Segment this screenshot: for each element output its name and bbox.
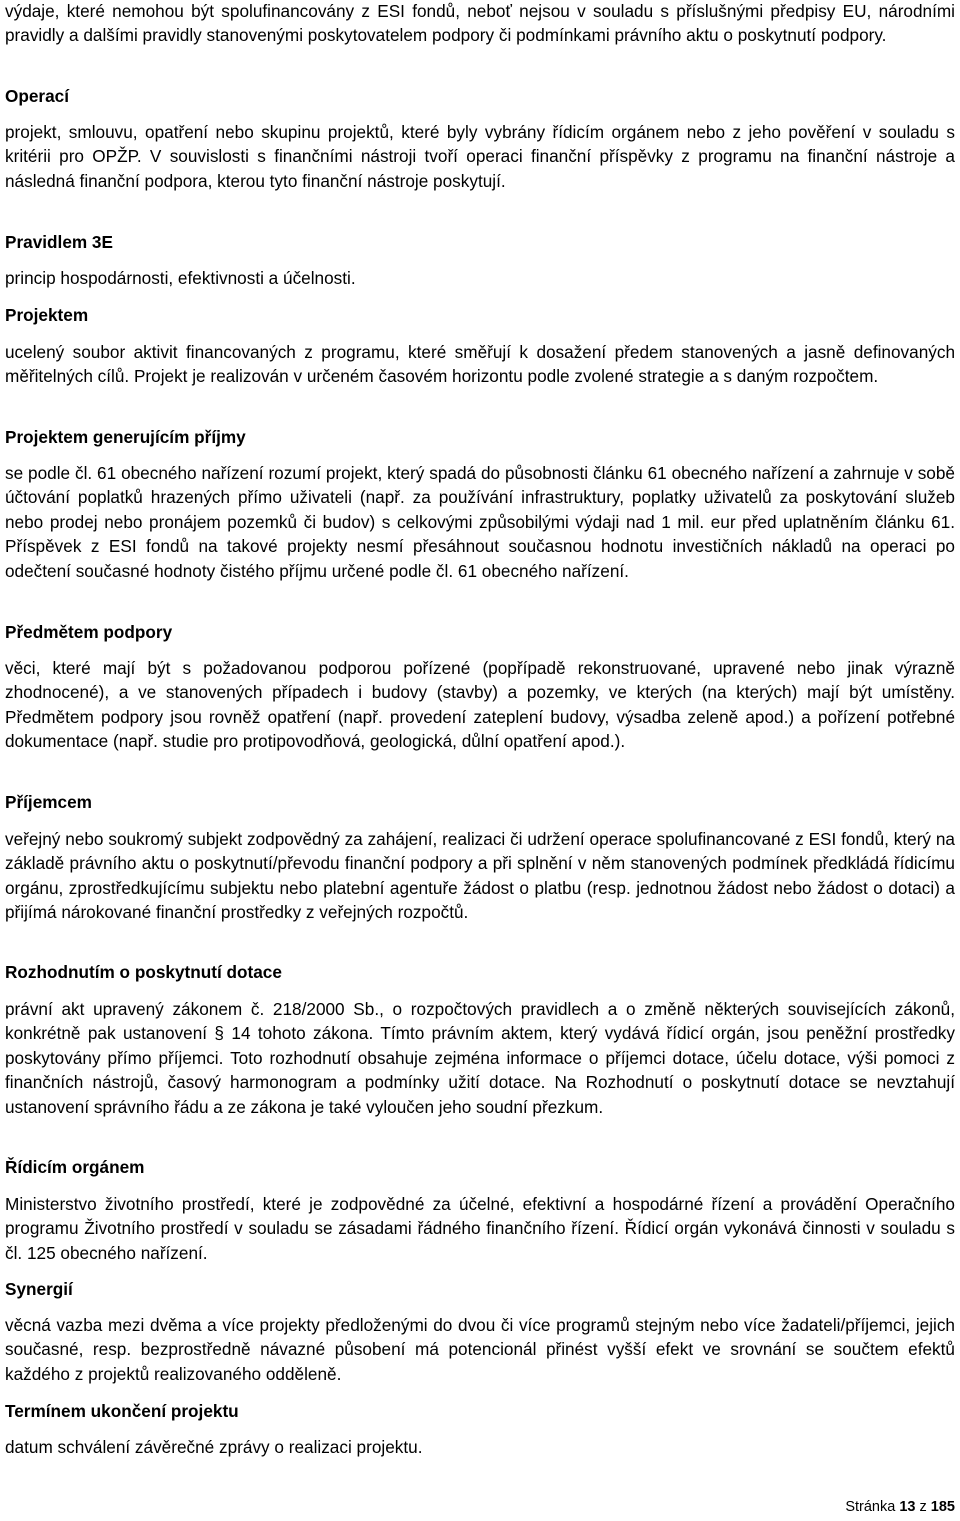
definition-synergii: věcná vazba mezi dvěma a více projekty předloženými do dvou či více programů stejným nebo více žadateli/příjemci, jejich současné, resp. bezprostředně návazné působení má potencionál přinést vyšší efekt ve srovnání se součtem efektů každého z projektů realizovaného odděleně. [5,1315,955,1384]
term-pravidlem-3e: Pravidlem 3E [5,232,113,252]
definition-terminem-ukonceni-projektu: datum schválení závěrečné zprávy o realizaci projektu. [5,1437,423,1457]
definition-ridicim-organem: Ministerstvo životního prostředí, které je zodpovědné za účelné, efektivní a hospodárné řízení a provádění Operačního programu Životního prostředí v souladu se zásadami řádného finančního řízení. Řídicí orgán vykonává činnosti v souladu s čl. 125 obecného nařízení. [5,1194,955,1263]
definition-predmetem-podpory: věci, které mají být s požadovanou podporou pořízené (popřípadě rekonstruované, upravené nebo jinak výrazně zhodnocené), a ve stanovených případech i budovy (stavby) a pozemky, ve kterých (na kterých) mají být umístěny. Předmětem podpory jsou rovněž opatření (např. provedení zateplení budovy, výsadba zeleně apod.) a pořízení potřebné dokumentace (např. studie pro protipovodňová, geologická, důlní opatření apod.). [5,658,955,752]
term-synergii: Synergií [5,1279,73,1299]
footer-current-page: 13 [899,1499,916,1515]
term-prijemcem: Příjemcem [5,792,92,812]
intro-paragraph: výdaje, které nemohou být spolufinancovány z ESI fondů, neboť nejsou v souladu s příslušnými předpisy EU, národními pravidly a dalšími pravidly stanovenými poskytovatelem podpory či podmínkami právního aktu o poskytnutí podpory. [5,1,955,46]
term-ridicim-organem: Řídicím orgánem [5,1157,145,1177]
term-operaci: Operací [5,86,70,106]
term-projektem: Projektem [5,305,89,325]
term-terminem-ukonceni-projektu: Termínem ukončení projektu [5,1401,239,1421]
definition-operaci: projekt, smlouvu, opatření nebo skupinu projektů, které byly vybrány řídicím orgánem nebo z jeho pověření v souladu s kritérii pro OPŽP. V souvislosti s finančními nástroji tvoří operaci finanční příspěvky z programu na finanční nástroje a následná finanční podpora, kterou tyto finanční nástroje poskytují. [5,122,955,191]
page-footer [845,1498,955,1516]
term-projektem-generujicim-prijmy: Projektem generujícím příjmy [5,427,246,447]
definition-pravidlem-3e: princip hospodárnosti, efektivnosti a účelnosti. [5,268,356,288]
footer-separator: z [919,1499,927,1515]
footer-prefix: Stránka [845,1499,896,1515]
footer-total-pages: 185 [930,1499,955,1515]
term-predmetem-podpory: Předmětem podpory [5,622,173,642]
definition-prijemcem: veřejný nebo soukromý subjekt zodpovědný za zahájení, realizaci či udržení operace spolufinancované z ESI fondů, který na základě právního aktu o poskytnutí/převodu finanční podpory a při splnění v něm stanovených podmínek předkládá řídicímu orgánu, zprostředkujícímu subjektu nebo platební agentuře žádost o platbu (resp. jednotnou žádost nebo žádost o dotaci) a přijímá nárokované finanční prostředky z veřejných rozpočtů. [5,829,955,923]
term-rozhodnutim-o-poskytnuti-dotace: Rozhodnutím o poskytnutí dotace [5,962,282,982]
definition-projektem: ucelený soubor aktivit financovaných z programu, které směřují k dosažení předem stanovených a jasně definovaných měřitelných cílů. Projekt je realizován v určeném časovém horizontu podle zvolené strategie a s daným rozpočtem. [5,342,955,387]
definition-rozhodnutim-o-poskytnuti-dotace: právní akt upravený zákonem č. 218/2000 Sb., o rozpočtových pravidlech a o změně některých souvisejících zákonů, konkrétně pak ustanovení § 14 tohoto zákona. Tímto právním aktem, který vydává řídicí orgán, jsou peněžní prostředky poskytovány přímo příjemci. Toto rozhodnutí obsahuje zejména informace o příjemci dotace, účelu dotace, výši pomoci z finančních nástrojů, časový harmonogram a podmínky užití dotace. Na Rozhodnutí o poskytnutí dotace se nevztahují ustanovení správního řádu a ze zákona je také vyloučen jeho soudní přezkum. [5,999,955,1117]
definition-projektem-generujicim-prijmy: se podle čl. 61 obecného nařízení rozumí projekt, který spadá do působnosti článku 61 obecného nařízení a zahrnuje v sobě účtování poplatků hrazených přímo uživateli (např. za používání infrastruktury, poplatky uživatelů za poskytování služeb nebo prodej nebo pronájem pozemků či budov) s celkovými způsobilými výdaji nad 1 mil. eur před uplatněním článku 61. Příspěvek z ESI fondů na takové projekty nesmí přesáhnout současnou hodnotu investičních nákladů na operaci po odečtení současné hodnoty čistého příjmu určené podle čl. 61 obecného nařízení. [5,463,955,581]
